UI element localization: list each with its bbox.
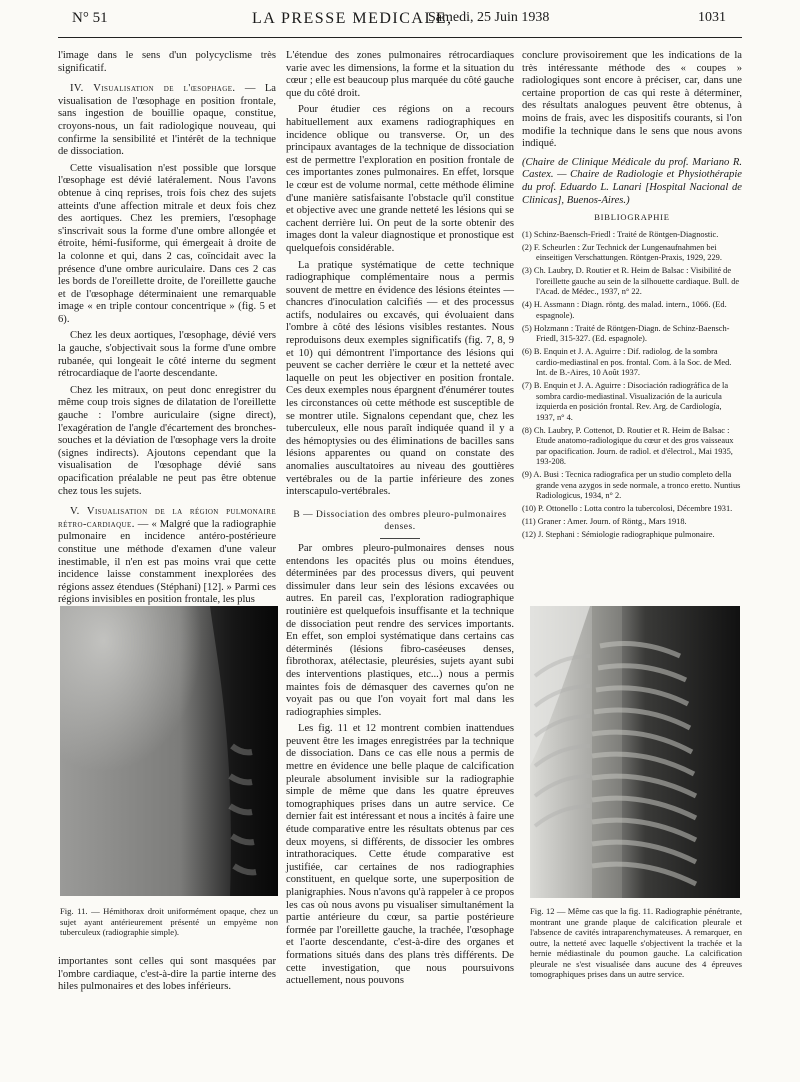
column-1 (58, 50, 276, 611)
paragraph: Chez les deux aortiques, l'œsophage, dévié vers la gauche, s'objectivait sous la forme d'une ombre rubanée, qui longeait le côté interne du segment rétrocardiaque de l'aorte descendante. (58, 330, 276, 380)
reference-item: (5) Holzmann : Traité de Röntgen-Diagn. de Schinz-Baensch-Friedl, 315-327. (Ed. espagnole). (522, 323, 730, 344)
issue-number: N° 51 (72, 10, 108, 26)
journal-title: LA PRESSE MEDICALE, (252, 10, 453, 27)
section-divider (380, 538, 420, 539)
figure-11-radiograph (60, 606, 278, 896)
issue-date: Samedi, 25 Juin 1938 (428, 10, 550, 25)
paragraph: l'image dans le sens d'un polycyclisme très significatif. (58, 50, 276, 74)
reference-item: (4) H. Assmann : Diagn. röntg. des malad. intern., 1066. (Ed. espagnole). (522, 300, 727, 320)
reference-item: (6) B. Enquin et J. A. Aguirre : Dif. radiolog. de la sombra cardio-mediastinal en pos. frontal. Com. à la Soc. de Med. Int. de B.-Aires, 10 Août 1937. (522, 347, 732, 378)
radiograph-image (530, 606, 740, 898)
paragraph-text: — La visualisation de l'œsophage en position frontale, sans ingestion de bouillie opaque, constitue, croyons-nous, un fait radiologique nouveau, qui confirme la sensibilité et l'intérêt de la technique de dissociation. (58, 83, 276, 158)
reference-item: (2) F. Scheurlen : Zur Technick der Lungenaufnahmen bei einseitigen Verschattungen. Röntgen-Praxis, 1929, 229. (522, 242, 722, 263)
section-heading: IV. Visualisation de l'œsophage. (70, 83, 236, 95)
reference-item: (1) Schinz-Baensch-Friedl : Traité de Röntgen-Diagnostic. (522, 229, 719, 239)
column-2 (286, 50, 514, 992)
paragraph: conclure provisoirement que les indications de la très intéressante méthode des « coupes » radiologiques sont encore à préciser, car, dans une certaine proportion de cas qui reste à déterminer, des résultats analogues peuvent être obtenus, à moins de frais, avec les dispositifs courants, si l'on modifie la technique dans le sens que nous avons indiqué. (522, 50, 742, 150)
figure-11-caption: Fig. 11. — Hémithorax droit uniformément opaque, chez un sujet ayant antérieurement présenté un empyème non tuberculeux (radiographie simple). (60, 906, 278, 937)
section-iv (58, 83, 276, 159)
header-rule (58, 37, 742, 38)
paragraph: Chez les mitraux, on peut donc enregistrer du même coup trois signes de dilatation de l'oreillette gauche : l'ombre auriculaire (signe direct), l'exagération de l'angle d'écartement des bronches-souches et la déviation de l'œsophage vers la droite (signes indirects). Ajoutons cependant que la visualisation de l'œsophage dévié sans opacification préalable ne peut pas être obtenue chez tous les sujets. (58, 384, 276, 497)
paragraph: Cette visualisation n'est possible que lorsque l'œsophage est dévié latéralement. Nous l'avons obtenue à cinq reprises, trois fois chez des sujets atteints d'une affection mitrale et deux fois chez des aortiques. Chez les premiers, l'œsophage s'inscrivait sous la forme d'une ombre allongée et étroite, hémi-fusiforme, qui émergeait à droite de la colonne et qui, dans 2 cas, coïncidait avec la présence d'une ombre auriculaire. Dans ces 2 cas les bords de l'oreillette droite, de l'oreillette gauche et de l'œsophage déterminaient une remarquable image « en triple contour concentrique » (fig. 5 et 6). (58, 162, 276, 325)
paragraph: importantes sont celles qui sont masquées par l'ombre cardiaque, c'est-à-dire la partie interne des hiles pulmonaires et des lobes inférieurs. (58, 956, 276, 993)
section-heading: V. Visualisation de la région pulmonaire rétro-cardiaque. (58, 506, 276, 530)
bibliography-title: BIBLIOGRAPHIE (594, 212, 670, 223)
paragraph: Pour étudier ces régions on a recours habituellement aux examens radiographiques en incidence oblique ou transverse. Or, un des principaux avantages de la technique de dissociation est de permettre l'exploration en position frontale de ces importantes zones pulmonaires. En effet, lorsque le cœur est de volume normal, cette méthode élimine d'une manière satisfaisante l'obstacle qu'il constitue et objective avec une grande netteté les lésions qui se cachent derrière lui. On peut de la sorte obtenir des images dont la valeur diagnostique et pronostique est quelquefois considérable. (286, 104, 514, 254)
paragraph: Par ombres pleuro-pulmonaires denses nous entendons les opacités plus ou moins étendues, déterminées par des processus divers, qui peuvent dissimuler dans leur sein des lésions excavées ou autres. En pareil cas, l'exploration radiographique routinière est quelquefois insuffisante et la technique de dissociation peut rendre des services importants. En effet, son emploi systématique dans certains cas déterminés (lésions fibro-caséeuses denses, fibrothorax, atélectasie, pleurésies, sujets ayant subi des interventions plastiques, etc...) nous a permis maintes fois de démasquer des cavernes qu'on ne voyait pas ou que l'on voyait fort mal dans les radiographies simples. (286, 542, 514, 718)
column-3 (522, 50, 742, 543)
reference-item: (3) Ch. Laubry, D. Routier et R. Heim de Balsac : Visibilité de l'oreillette gauche au sein de la silhouette cardiaque. Bull. de l'Acad. de Médec., 1937, n° 22. (522, 266, 740, 297)
column-1-bottom (58, 956, 276, 998)
reference-item: (11) Graner : Amer. Journ. of Röntg., Mars 1918. (522, 517, 687, 527)
reference-item: (9) A. Busi : Tecnica radiografica per un studio completo della grande vena azygos in sede normale, a tronco eretto. Nuntius Radiologicus, 1934, n° 2. (522, 470, 741, 501)
paragraph: L'étendue des zones pulmonaires rétrocardiaques varie avec les dimensions, la forme et la situation du cœur ; elle est beaucoup plus marquée du côté gauche que du côté droit. (286, 50, 514, 99)
section-v (58, 506, 276, 607)
section-heading-b: B — Dissociation des ombres pleuro-pulmonaires denses. (293, 509, 507, 533)
figure-12-radiograph (530, 606, 740, 898)
page-header (0, 0, 800, 40)
figure-12-caption: Fig. 12 — Même cas que la fig. 11. Radiographie pénétrante, montrant une grande plaque de calcification pleurale et l'absence de cavités intraparenchymateuses. A remarquer, en outre, la netteté avec laquelle s'objectivent la trachée et la hernie médiastinale du poumon gauche. La calcification pleurale ne s'est visualisée dans aucune des 4 épreuves tomographiques prises dans un autre service. (530, 906, 742, 979)
radiograph-image (60, 606, 278, 896)
reference-item: (8) Ch. Laubry, P. Cottenot, D. Routier et R. Heim de Balsac : Etude anatomo-radiologique du cœur et des gros vaisseaux par opacification. Journ. de radiol. et d'électrol., Mai 1935, 193-208. (522, 425, 734, 467)
reference-item: (10) P. Ottonello : Lotta contro la tubercolosi, Décembre 1931. (522, 504, 733, 514)
affiliation: (Chaire de Clinique Médicale du prof. Mariano R. Castex. — Chaire de Radiologie et Physiothérapie du prof. Eduardo L. Lanari [Hospital Nacional de Clinicas], Buenos-Aires.) (522, 156, 742, 206)
reference-item: (12) J. Stephani : Sémiologie radiographique pulmonaire. (522, 530, 715, 540)
paragraph-text: — « Malgré que la radiographie pulmonaire en incidence antéro-postérieure constitue une méthode d'examen d'une valeur inestimable, il n'en est pas moins vrai que cette incidence laisse constamment inexplorées des régions assez étendues (Stéphani) [12]. » Parmi ces régions invisibles en position frontale, les plus (58, 518, 276, 606)
reference-item: (7) B. Enquin et J. A. Aguirre : Disociación radiográfica de la sombra cardio-mediastinal. Visualización de la auricula izquierda en posición frontal. Rev. Arg. de Cardiología, 1937, n° 4. (522, 381, 729, 422)
paragraph: La pratique systématique de cette technique radiographique complémentaire nous a permis souvent de mettre en évidence des lésions éteintes — chancres d'inoculation calcifiés — et des processus actifs, nodulaires ou excavés, qui évoluaient dans l'ombre à côté des lésions visibles restantes. Nous reproduisons deux exemples significatifs (fig. 7, 8, 9 et 10) qui démontrent l'importance des lésions qui peuvent se cacher derrière le cœur et la netteté avec laquelle on peut les objectiver en position frontale. Ces deux exemples nous épargnent d'énumérer toutes les circonstances où cette méthode est susceptible de se montrer utile. Signalons cependant que, chez les tuberculeux, elle nous paraît indiquée quand il y a des hémoptysies ou des éliminations de bacilles sans lésions apparentes ou quand on constate des anomalies auscultatoires au niveau des gouttières vertébrales ou de la partie inférieure des zones interscapulo-vertébrales. (286, 259, 514, 498)
paragraph: Les fig. 11 et 12 montrent combien inattendues peuvent être les images enregistrées par la technique de dissociation. Dans ce cas elle nous a permis de mettre en évidence une belle plaque de calcification pleurale absolument invisible sur la radiographie simple de même que dans les quatre épreuves tomographiques prises dans un autre service. Ce dernier fait est intéressant et nous a incités à faire une étude comparative entre les résultats obtenus par ces deux moyens, si différents, de dissocier les ombres intrathoraciques. Cette étude comparative est justifiée, car certaines de nos radiographies constituent, en quelque sorte, une superposition de planigraphies. Nous n'avons qu'à rappeler à ce propos les cas où nous avons pu visualiser simultanément la partie antérieure du cœur, sa partie postérieure formée par l'oreillette gauche, la trachée, l'œsophage et l'aorte descendante, c'est-à-dire des organes et formations situés dans des plans très différents. De cette investigation, que nous poursuivons actuellement, nous pouvons (286, 723, 514, 987)
page-number: 1031 (698, 10, 726, 25)
